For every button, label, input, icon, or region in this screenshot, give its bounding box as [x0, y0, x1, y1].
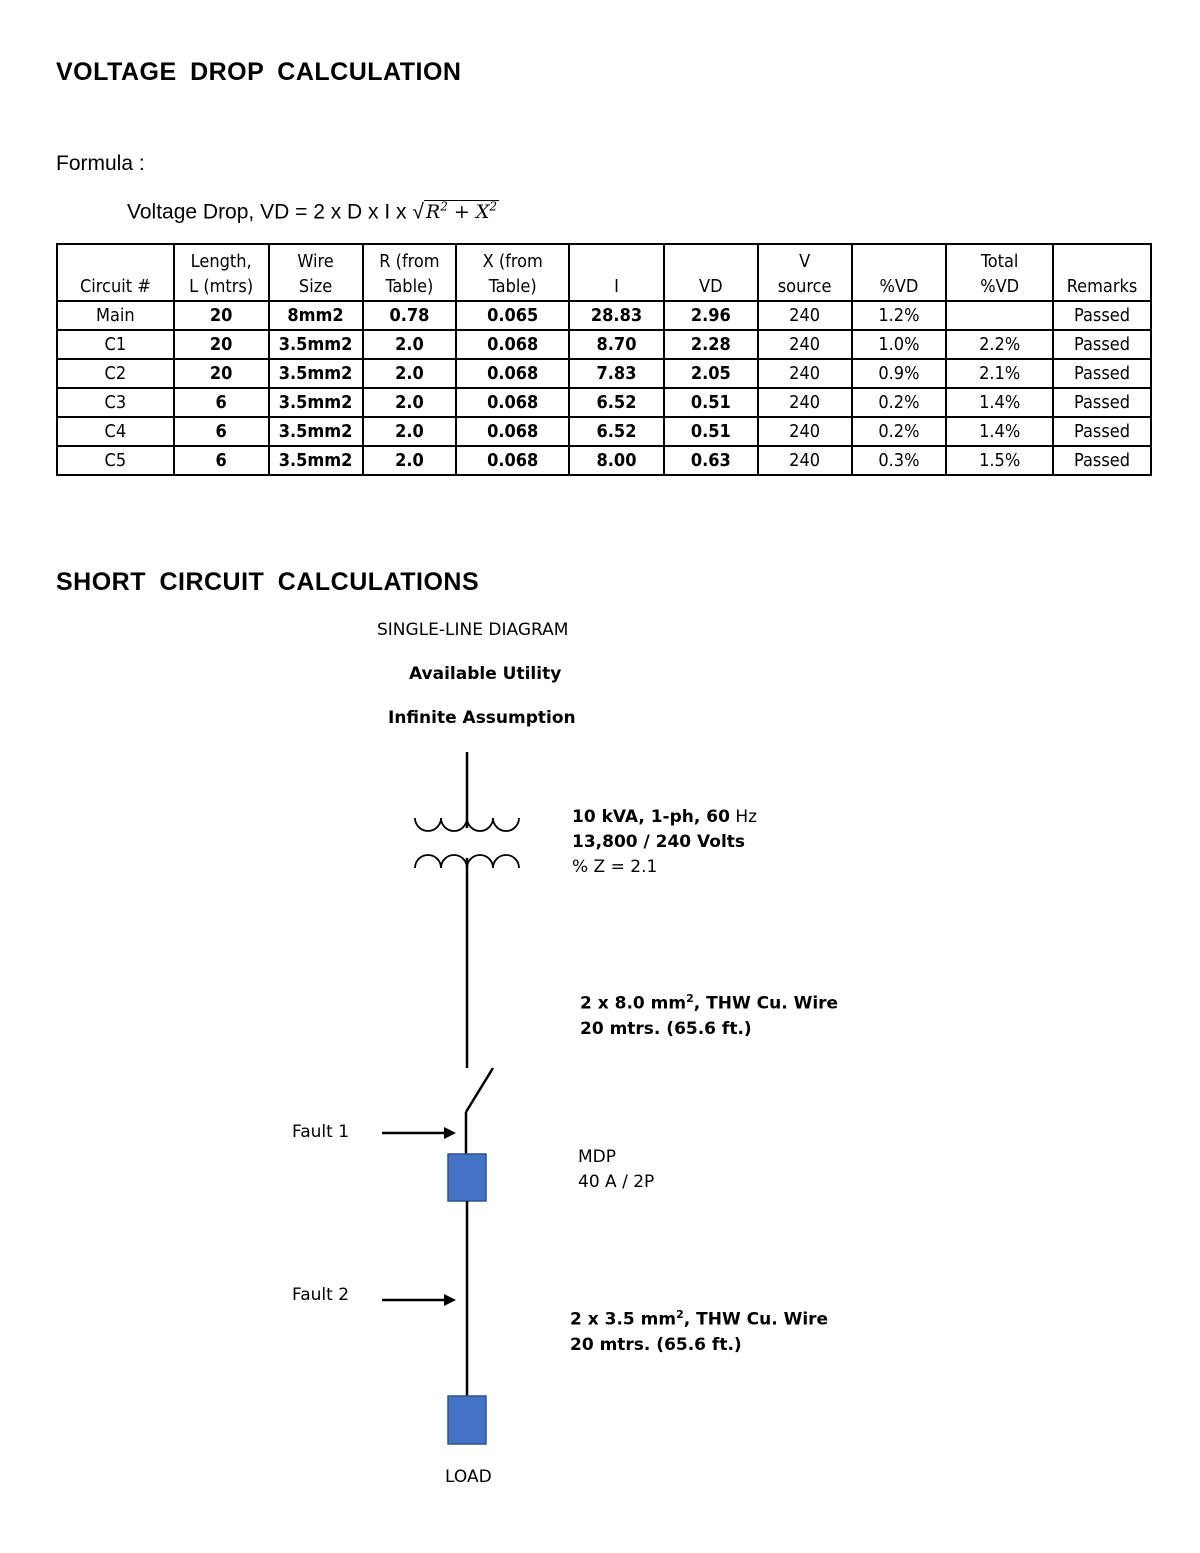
cell: 0.51	[664, 388, 758, 417]
cell: 7.83	[569, 359, 664, 388]
utility-line1: Available Utility	[409, 664, 562, 684]
cell: 6.52	[569, 417, 664, 446]
cell: Main	[57, 301, 174, 330]
cell: 8mm2	[269, 301, 363, 330]
formula-r-exp: 2	[440, 200, 448, 214]
formula-plus: +	[447, 201, 476, 224]
cell: 6	[174, 446, 269, 475]
cell: 3.5mm2	[269, 359, 363, 388]
cell: Passed	[1053, 417, 1151, 446]
feeder1-line2: 20 mtrs. (65.6 ft.)	[580, 1018, 752, 1039]
cell: 240	[758, 330, 852, 359]
fault1-label: Fault 1	[292, 1122, 350, 1142]
col-header-pct-vd: %VD	[852, 244, 947, 301]
cell: 2.2%	[946, 330, 1053, 359]
cell: C3	[57, 388, 174, 417]
cell: C2	[57, 359, 174, 388]
feeder2-line1: 2 x 3.5 $mm^2$, THW Cu. Wire	[570, 1308, 829, 1330]
col-header-i: I	[569, 244, 664, 301]
cell: 1.5%	[946, 446, 1053, 475]
sqrt-symbol: √	[412, 200, 424, 224]
cell: 3.5mm2	[269, 388, 363, 417]
fault2-label: Fault 2	[292, 1285, 350, 1305]
formula-r: R	[425, 201, 441, 224]
cell: 0.068	[456, 446, 569, 475]
cell: 1.0%	[852, 330, 947, 359]
transformer-line1	[572, 805, 757, 830]
cell: 240	[758, 388, 852, 417]
col-header-remarks: Remarks	[1053, 244, 1151, 301]
mdp-line2: 40 A / 2P	[578, 1172, 655, 1192]
cell: 1.4%	[946, 417, 1053, 446]
cell: C5	[57, 446, 174, 475]
col-header-total-pct-vd: Total %VD	[946, 244, 1053, 301]
diagram-title: SINGLE-LINE DIAGRAM	[377, 620, 569, 640]
cell: 0.068	[456, 359, 569, 388]
cell: 20	[174, 359, 269, 388]
transformer-hz-unit: Hz	[729, 807, 758, 827]
cell: 2.0	[363, 388, 457, 417]
cell: C4	[57, 417, 174, 446]
formula-label: Formula :	[56, 152, 145, 175]
voltage-drop-heading: VOLTAGE DROP CALCULATION	[56, 58, 462, 86]
transformer-rating: 10 kVA, 1-ph, 60	[572, 807, 730, 827]
load-box	[448, 1396, 486, 1444]
cell: 1.2%	[852, 301, 947, 330]
cell: 6	[174, 417, 269, 446]
cell: 6	[174, 388, 269, 417]
cell: 0.3%	[852, 446, 947, 475]
cell: 240	[758, 301, 852, 330]
cell: 2.0	[363, 359, 457, 388]
cell: 0.2%	[852, 417, 947, 446]
cell: Passed	[1053, 330, 1151, 359]
utility-line2: Infinite Assumption	[388, 708, 576, 728]
cell: 2.0	[363, 417, 457, 446]
cell: 2.28	[664, 330, 758, 359]
short-circuit-heading: SHORT CIRCUIT CALCULATIONS	[56, 568, 480, 596]
cell: 20	[174, 301, 269, 330]
mdp-line1: MDP	[578, 1147, 617, 1167]
cell: 3.5mm2	[269, 446, 363, 475]
cell: 2.1%	[946, 359, 1053, 388]
cell: 3.5mm2	[269, 330, 363, 359]
cell: 0.63	[664, 446, 758, 475]
cell: 0.068	[456, 417, 569, 446]
cell: 0.78	[363, 301, 457, 330]
breaker-switch-icon	[466, 1068, 493, 1112]
transformer-line2: 13,800 / 240 Volts	[572, 832, 746, 852]
cell: 20	[174, 330, 269, 359]
cell: 2.0	[363, 446, 457, 475]
cell: 8.00	[569, 446, 664, 475]
cell: 0.9%	[852, 359, 947, 388]
cell: C1	[57, 330, 174, 359]
formula-text: Voltage Drop, VD = 2 x D x I x	[127, 200, 407, 224]
feeder1-line1: 2 x 8.0 $mm^2$, THW Cu. Wire	[580, 992, 839, 1014]
cell: 0.068	[456, 388, 569, 417]
cell: 0.2%	[852, 388, 947, 417]
transformer-line3: % Z = 2.1	[572, 857, 658, 877]
formula-x: X	[475, 201, 490, 224]
col-header-circuit: Circuit #	[57, 244, 174, 301]
col-header-wire-size: Wire Size	[269, 244, 363, 301]
fault2-arrow-icon	[444, 1294, 456, 1306]
cell: Passed	[1053, 359, 1151, 388]
col-header-x: X (from Table)	[456, 244, 569, 301]
col-header-r: R (from Table)	[363, 244, 457, 301]
cell: 28.83	[569, 301, 664, 330]
cell: 2.0	[363, 330, 457, 359]
cell: 3.5mm2	[269, 417, 363, 446]
col-header-v-source: V source	[758, 244, 852, 301]
cell: 0.065	[456, 301, 569, 330]
cell: Passed	[1053, 301, 1151, 330]
feeder2-label	[570, 1302, 828, 1358]
formula-x-exp: 2	[489, 200, 498, 214]
cell: 240	[758, 446, 852, 475]
cell: 6.52	[569, 388, 664, 417]
cell: 240	[758, 359, 852, 388]
cell: 2.05	[664, 359, 758, 388]
cell: 240	[758, 417, 852, 446]
feeder1-label	[580, 986, 838, 1042]
col-header-vd: VD	[664, 244, 758, 301]
fault1-arrow-icon	[444, 1127, 456, 1139]
mdp-label	[578, 1145, 654, 1195]
cell: 8.70	[569, 330, 664, 359]
cell: Passed	[1053, 446, 1151, 475]
transformer-label	[572, 805, 757, 880]
col-header-length: Length, L (mtrs)	[174, 244, 269, 301]
feeder2-line2: 20 mtrs. (65.6 ft.)	[570, 1334, 742, 1355]
mdp-box	[448, 1154, 486, 1201]
cell: 0.51	[664, 417, 758, 446]
cell: 1.4%	[946, 388, 1053, 417]
cell: Passed	[1053, 388, 1151, 417]
load-label: LOAD	[445, 1467, 492, 1487]
cell: 2.96	[664, 301, 758, 330]
cell: 0.068	[456, 330, 569, 359]
